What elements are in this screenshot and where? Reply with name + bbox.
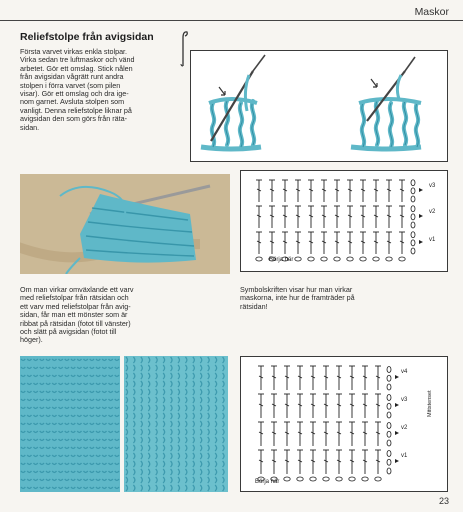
turning-chain-symbol xyxy=(387,367,391,373)
swatch-photo-image xyxy=(20,174,230,274)
text-line: Virka sedan tre luftmaskor och vänd xyxy=(20,55,135,65)
caption-left xyxy=(20,286,170,345)
chart-bottom-row-label: v1 xyxy=(401,453,408,459)
chain-stitch-symbol xyxy=(360,257,366,261)
text-line: ribbat på rätsidan (fotot till vänster) xyxy=(20,318,131,328)
header-rule xyxy=(0,20,463,21)
smooth-swatch-photo xyxy=(124,356,228,492)
chart-top-start-label: Börja här xyxy=(269,257,294,263)
crochet-hook-icon xyxy=(176,28,190,68)
illustration-step-2 xyxy=(351,57,421,149)
turning-chain-symbol xyxy=(411,206,415,212)
turning-chain-symbol xyxy=(387,431,391,437)
text-line: maskorna, inte hur de framträder på xyxy=(240,293,355,303)
chain-stitch-symbol xyxy=(362,477,368,481)
symbol-chart-top-diagram xyxy=(241,171,447,271)
turning-chain-symbol xyxy=(411,214,415,220)
chain-stitch-symbol xyxy=(295,257,301,261)
chain-stitch-symbol xyxy=(323,477,329,481)
row-arrow-icon xyxy=(419,188,423,192)
text-line: höger). xyxy=(20,335,43,345)
text-line: nom garnet. Avsluta stolpen som xyxy=(20,97,125,107)
text-line: Symbolskriften visar hur man virkar xyxy=(240,285,353,294)
chain-stitch-symbol xyxy=(386,257,392,261)
chart-bottom-row-label: v2 xyxy=(401,425,408,431)
chart-bottom-row-label: v4 xyxy=(401,369,408,375)
turning-chain-symbol xyxy=(387,451,391,457)
chart-top-row-label: v2 xyxy=(429,209,436,215)
chain-stitch-symbol xyxy=(321,257,327,261)
smooth-swatch-image xyxy=(124,356,228,492)
intro-text xyxy=(20,48,170,132)
chart-bottom-repeat-label: Mittstenset xyxy=(427,390,433,417)
row-arrow-icon xyxy=(395,431,399,435)
text-line: ett varv med reliefstolpar från avig- xyxy=(20,301,131,311)
swatch-photo xyxy=(20,174,230,274)
chain-stitch-symbol xyxy=(256,257,262,261)
turning-chain-symbol xyxy=(411,240,415,246)
article-title: Reliefstolpe från avigsidan xyxy=(20,31,154,43)
turning-chain-symbol xyxy=(411,222,415,228)
chain-stitch-symbol xyxy=(297,477,303,481)
text-line: rätsidan! xyxy=(240,301,268,311)
turning-chain-symbol xyxy=(387,412,391,418)
chain-stitch-symbol xyxy=(284,477,290,481)
text-line: från avigsidan vågrätt runt andra xyxy=(20,72,124,82)
chain-stitch-symbol xyxy=(375,477,381,481)
text-line: sidan. xyxy=(20,122,40,132)
text-line: Första varvet virkas enkla stolpar. xyxy=(20,47,128,56)
chain-stitch-symbol xyxy=(336,477,342,481)
row-arrow-icon xyxy=(395,375,399,379)
chart-bottom-start-label: Börja här xyxy=(255,479,280,485)
section-label: Maskor xyxy=(414,6,449,18)
turning-chain-symbol xyxy=(411,188,415,194)
turning-chain-symbol xyxy=(387,403,391,409)
chain-stitch-symbol xyxy=(308,257,314,261)
chart-top-row-label: v3 xyxy=(429,183,436,189)
stitch-illustration xyxy=(191,51,447,161)
illustration-step-1 xyxy=(201,55,265,149)
symbol-chart-top xyxy=(240,170,448,272)
text-line: stolpen i förra varvet (som pilen xyxy=(20,80,121,90)
turning-chain-symbol xyxy=(387,459,391,465)
turning-chain-symbol xyxy=(411,196,415,202)
text-line: Om man virkar omväxlande ett varv xyxy=(20,285,134,294)
ribbed-swatch-image xyxy=(20,356,120,492)
chain-stitch-symbol xyxy=(310,477,316,481)
turning-chain-symbol xyxy=(387,395,391,401)
text-line: arbetet. Gör ett omslag. Stick nålen xyxy=(20,63,133,73)
turning-chain-symbol xyxy=(387,375,391,381)
ribbed-swatch-photo xyxy=(20,356,120,492)
row-arrow-icon xyxy=(419,214,423,218)
text-line: visar). Gör ett omslag och dra ige- xyxy=(20,89,129,99)
text-line: och slätt på avigsidan (fotot till xyxy=(20,327,117,337)
turning-chain-symbol xyxy=(387,423,391,429)
symbol-chart-bottom-diagram xyxy=(241,357,447,491)
symbol-chart-bottom xyxy=(240,356,448,492)
page-number: 23 xyxy=(438,496,449,506)
chart-bottom-row-label: v3 xyxy=(401,397,408,403)
chain-stitch-symbol xyxy=(373,257,379,261)
chart-top-row-label: v1 xyxy=(429,237,436,243)
turning-chain-symbol xyxy=(387,440,391,446)
turning-chain-symbol xyxy=(387,384,391,390)
text-line: vanligt. Denna reliefstolpe liknar på xyxy=(20,105,132,115)
stitch-illustration-panel xyxy=(190,50,448,162)
turning-chain-symbol xyxy=(387,468,391,474)
row-arrow-icon xyxy=(395,459,399,463)
chain-stitch-symbol xyxy=(399,257,405,261)
turning-chain-symbol xyxy=(411,248,415,254)
chain-stitch-symbol xyxy=(347,257,353,261)
chain-stitch-symbol xyxy=(349,477,355,481)
caption-right xyxy=(240,286,410,311)
row-arrow-icon xyxy=(419,240,423,244)
turning-chain-symbol xyxy=(411,180,415,186)
text-line: avigsidan den som görs från räta- xyxy=(20,114,128,124)
text-line: med reliefstolpar från rätsidan och xyxy=(20,293,129,303)
text-line: sidan, får man ett mönster som är xyxy=(20,310,128,320)
turning-chain-symbol xyxy=(411,232,415,238)
chain-stitch-symbol xyxy=(334,257,340,261)
row-arrow-icon xyxy=(395,403,399,407)
